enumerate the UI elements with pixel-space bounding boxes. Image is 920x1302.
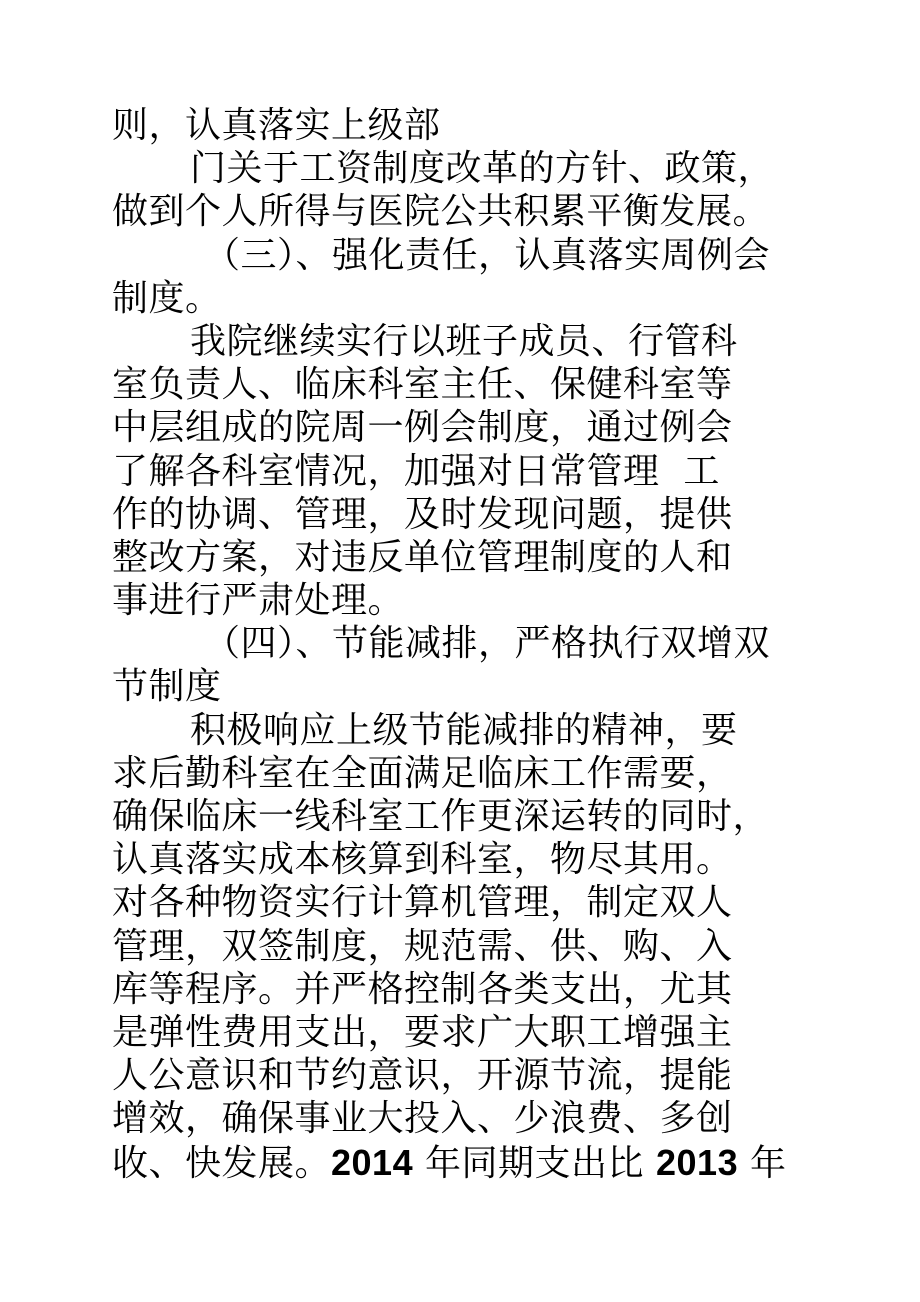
text-fragment: 年同期支出比 [413,1142,656,1184]
text-line: 则，认真落实上级部 [112,105,441,146]
text-line: 认真落实成本核算到科室，物尽其用。 [112,839,733,881]
text-line: 增效，确保事业大投入、少浪费、多创 [112,1098,733,1140]
text-line: 了解各科室情况，加强对日常管理 工 [112,450,720,492]
year-number: 2013 [656,1141,739,1183]
text-line: 制度。 [112,277,222,319]
text-line: 我院继续实行以班子成员、行管科 [190,320,738,362]
document-body [112,104,812,1184]
text-line: 做到个人所得与医院公共积累平衡发展。 [112,191,770,233]
text-line: 室负责人、临床科室主任、保健科室等 [112,364,733,406]
section-heading-4: （四）、节能减排，严格执行双增双 [204,623,771,665]
text-line: 作的协调、管理，及时发现问题，提供 [112,493,733,535]
text-line: 事进行严肃处理。 [112,580,405,622]
text-line: 整改方案，对违反单位管理制度的人和 [112,536,733,578]
text-line: 确保临床一线科室工作更深运转的同时， [112,796,770,837]
text-line: 求后勤科室在全面满足临床工作需要， [112,752,733,794]
year-number: 2014 [331,1141,414,1183]
text-line: 人公意识和节约意识，开源节流，提能 [112,1055,733,1097]
text-line: 对各种物资实行计算机管理，制定双人 [112,882,733,924]
text-line: 库等程序。并严格控制各类支出，尤其 [112,968,733,1010]
text-fragment: 收、快发展。 [112,1142,332,1184]
text-line: 门关于工资制度改革的方针、政策， [190,148,775,190]
text-line: 积极响应上级节能减排的精神，要 [190,709,738,751]
text-line: 是弹性费用支出，要求广大职工增强主 [112,1011,733,1053]
text-fragment: 年 [738,1142,787,1184]
text-line: 节制度 [112,666,222,708]
text-line-last [112,1141,812,1184]
text-line: 中层组成的院周一例会制度，通过例会 [112,407,733,449]
section-heading-3: （三）、强化责任，认真落实周例会 [204,234,771,276]
text-line: 管理，双签制度，规范需、供、购、入 [112,925,733,967]
